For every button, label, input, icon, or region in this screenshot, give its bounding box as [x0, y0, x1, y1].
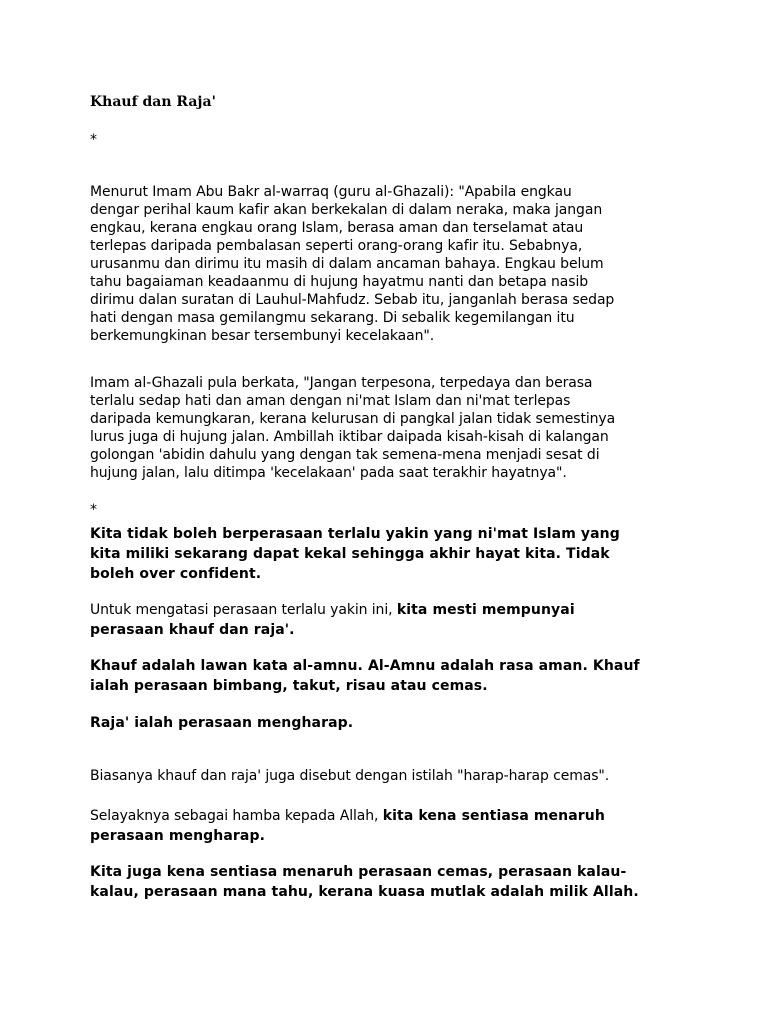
paragraph-line: boleh over confident.: [90, 566, 262, 582]
paragraph-line: Menurut Imam Abu Bakr al-warraq (guru al-Ghazali): "Apabila engkau: [90, 184, 572, 200]
bold-paragraph-raja-definition: [90, 713, 710, 733]
paragraph-line: Raja' ialah perasaan mengharap.: [90, 715, 354, 731]
paragraph-line: lurus juga di hujung jalan. Ambillah iktibar daipada kisah-kisah di kalangan: [90, 429, 609, 445]
paragraph-line: golongan 'abidin dahulu yang dengan tak semena-mena menjadi sesat di: [90, 447, 600, 463]
paragraph-line: [90, 806, 710, 826]
emphasis-text: perasaan mengharap.: [90, 828, 266, 844]
bold-paragraph-khauf-definition: [90, 656, 710, 696]
paragraph-line: berkemungkinan besar tersembunyi kecelakaan".: [90, 328, 435, 344]
paragraph-harap-cemas: [90, 767, 690, 785]
bold-paragraph-overconfidence: [90, 524, 710, 584]
paragraph-ghazali-quote: [90, 374, 690, 482]
paragraph-line: Kita juga kena sentiasa menaruh perasaan cemas, perasaan kalau-: [90, 864, 627, 880]
paragraph-line: [90, 600, 710, 620]
paragraph-line: Imam al-Ghazali pula berkata, "Jangan terpesona, terpedaya dan berasa: [90, 375, 593, 391]
separator-star: *: [90, 502, 97, 518]
paragraph-line: kita miliki sekarang dapat kekal sehingga akhir hayat kita. Tidak: [90, 546, 610, 562]
separator-star: *: [90, 132, 97, 148]
paragraph-khauf-raja-need: [90, 600, 710, 640]
bold-paragraph-cemas: [90, 862, 710, 902]
paragraph-line: Kita tidak boleh berperasaan terlalu yakin yang ni'mat Islam yang: [90, 526, 620, 542]
paragraph-line: tahu bagaiaman keadaanmu di hujung hayatmu nanti dan betapa nasib: [90, 274, 589, 290]
paragraph-text: Untuk mengatasi perasaan terlalu yakin ini,: [90, 602, 397, 618]
paragraph-hamba-allah: [90, 806, 710, 846]
paragraph-line: Biasanya khauf dan raja' juga disebut dengan istilah "harap-harap cemas".: [90, 768, 610, 784]
paragraph-abu-bakr-quote: [90, 183, 690, 345]
paragraph-line: terlepas daripada pembalasan seperti orang-orang kafir itu. Sebabnya,: [90, 238, 583, 254]
emphasis-text: kita mesti mempunyai: [396, 602, 575, 618]
paragraph-line: daripada kemungkaran, kerana kelurusan di pangkal jalan tidak semestinya: [90, 411, 616, 427]
paragraph-line: hujung jalan, lalu ditimpa 'kecelakaan' pada saat terakhir hayatnya".: [90, 465, 567, 481]
paragraph-line: hati dengan masa gemilangmu sekarang. Di sebalik kegemilangan itu: [90, 310, 575, 326]
document-title: Khauf dan Raja': [90, 94, 216, 110]
paragraph-line: Khauf adalah lawan kata al-amnu. Al-Amnu adalah rasa aman. Khauf: [90, 658, 640, 674]
paragraph-text: Selayaknya sebagai hamba kepada Allah,: [90, 808, 383, 824]
paragraph-line: engkau, kerana engkau orang Islam, berasa aman dan terselamat atau: [90, 220, 584, 236]
paragraph-line: dengar perihal kaum kafir akan berkekalan di dalam neraka, maka jangan: [90, 202, 603, 218]
paragraph-line: terlalu sedap hati dan aman dengan ni'mat Islam dan ni'mat terlepas: [90, 393, 571, 409]
paragraph-line: urusanmu dan dirimu itu masih di dalam ancaman bahaya. Engkau belum: [90, 256, 604, 272]
emphasis-text: perasaan khauf dan raja'.: [90, 622, 295, 638]
paragraph-line: kalau, perasaan mana tahu, kerana kuasa mutlak adalah milik Allah.: [90, 884, 639, 900]
emphasis-text: kita kena sentiasa menaruh: [382, 808, 605, 824]
paragraph-line: dirimu dalan suratan di Lauhul-Mahfudz. Sebab itu, janganlah berasa sedap: [90, 292, 615, 308]
paragraph-line: ialah perasaan bimbang, takut, risau atau cemas.: [90, 678, 488, 694]
